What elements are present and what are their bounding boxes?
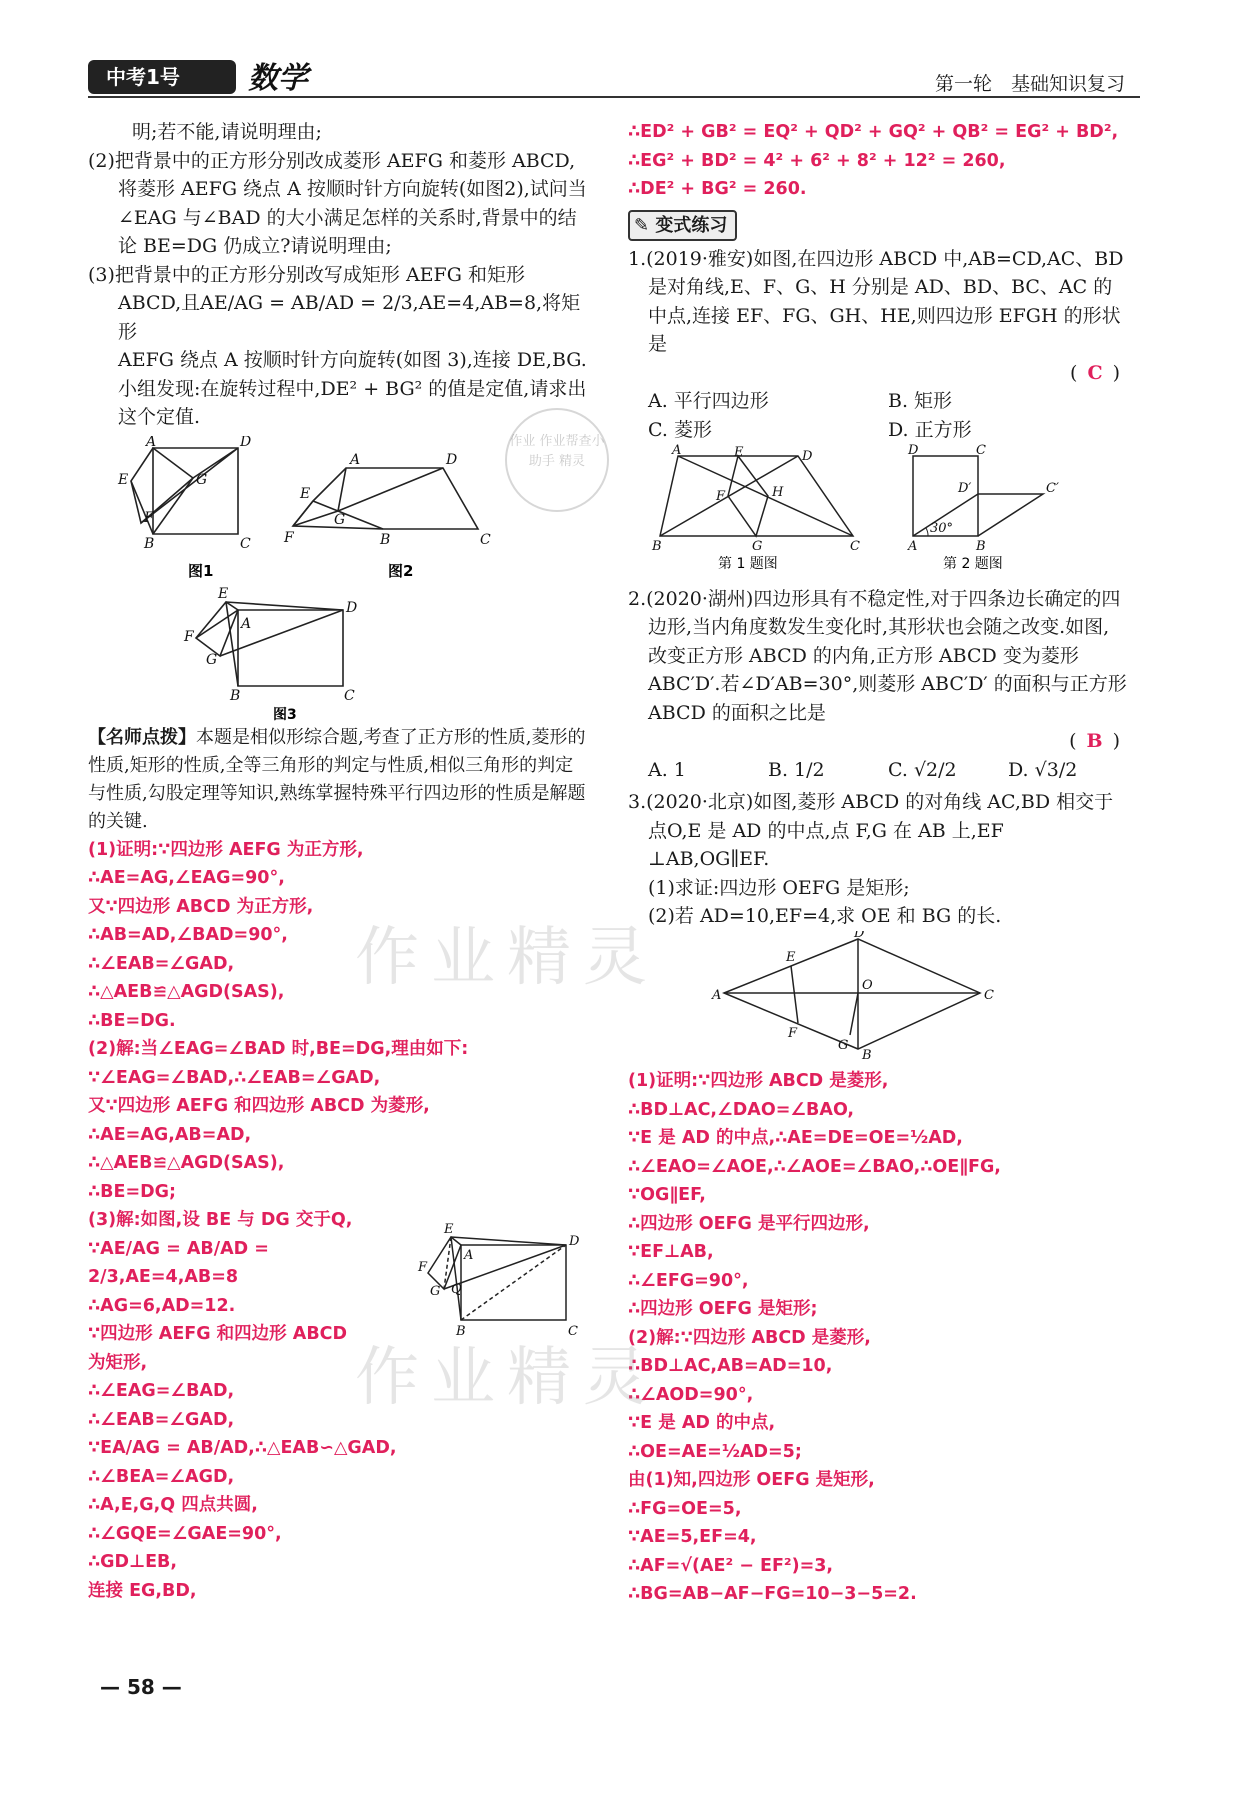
p2fig-label-B: B bbox=[976, 539, 986, 554]
fig3-label-G: G bbox=[206, 651, 218, 668]
p3fig-label-B: B bbox=[862, 1047, 872, 1059]
fig2-label-D: D bbox=[446, 451, 458, 468]
solution-figure bbox=[406, 1215, 586, 1345]
sol-line: 又∵四边形 ABCD 为正方形, bbox=[88, 896, 314, 917]
tip-paragraph bbox=[88, 724, 588, 836]
section-title: 变式练习 bbox=[655, 214, 728, 236]
sol-line: ∴∠AOD=90°, bbox=[628, 1384, 754, 1405]
p2fig-label-D: D bbox=[908, 444, 919, 458]
fig1-label-D: D bbox=[240, 435, 252, 450]
sfig-label-G: G bbox=[430, 1283, 441, 1299]
sol3-line: ∴A,E,G,Q 四点共圆, bbox=[88, 1495, 258, 1515]
right-top-line: ∴ED² + GB² = EQ² + QD² + GQ² + QB² = EG² + BD², bbox=[628, 122, 1119, 142]
p2-option-b: B. 1/2 bbox=[768, 758, 825, 781]
p2-option-c: C. √2/2 bbox=[888, 758, 957, 781]
fig3-label-B: B bbox=[230, 687, 241, 704]
sol-line: ∴BE=DG. bbox=[88, 1010, 176, 1031]
intro-text: 明;若不能,请说明理由; bbox=[132, 121, 322, 143]
p2-answer-row: ( B ) bbox=[1069, 730, 1120, 752]
p2fig-label-C: C bbox=[976, 444, 986, 458]
p1fig-label-E: E bbox=[734, 445, 744, 460]
fig1-caption: 图1 bbox=[188, 561, 214, 580]
sol3-line: 为矩形, bbox=[88, 1352, 148, 1373]
sol-line: ∵AE=5,EF=4, bbox=[628, 1527, 757, 1547]
p1-figure-caption: 第 1 题图 bbox=[718, 556, 778, 572]
sol-line: ∴∠EAO=∠AOE,∴∠AOE=∠BAO,∴OE∥FG, bbox=[628, 1156, 1001, 1177]
fig2-label-B: B bbox=[380, 531, 391, 548]
sfig-label-D: D bbox=[569, 1233, 580, 1249]
fig2-label-G: G bbox=[334, 511, 346, 528]
p2-option-d: D. √3/2 bbox=[1008, 758, 1078, 781]
sol-line: ∵EF⊥AB, bbox=[628, 1242, 714, 1262]
sol3-line: 连接 EG,BD, bbox=[88, 1580, 197, 1601]
sol3-line: ∴∠EAB=∠GAD, bbox=[88, 1409, 235, 1430]
fig3-label-E: E bbox=[218, 585, 229, 602]
p3fig-label-G: G bbox=[838, 1037, 849, 1053]
p2-options bbox=[628, 756, 1128, 785]
sol-line: (3)解:如图,设 BE 与 DG 交于Q, bbox=[88, 1210, 353, 1230]
p2-figure-caption: 第 2 题图 bbox=[943, 556, 1003, 572]
sol-line: ∴AE=AG,∠EAG=90°, bbox=[88, 868, 285, 888]
pencil-icon: ✎ bbox=[634, 214, 650, 236]
right-column bbox=[628, 118, 1128, 1609]
fig1-label-E: E bbox=[118, 471, 129, 488]
sol3-line: ∴∠EAG=∠BAD, bbox=[88, 1381, 235, 1401]
sol-line: (2)解:∵四边形 ABCD 是菱形, bbox=[628, 1327, 871, 1348]
problem-1-2-figures bbox=[628, 444, 1128, 576]
p1-option-b: B. 矩形 bbox=[888, 390, 953, 412]
sol-line: ∵E 是 AD 的中点, bbox=[628, 1413, 776, 1433]
p1-answer-row: ( C ) bbox=[1070, 361, 1120, 384]
p1-option-d: D. 正方形 bbox=[888, 418, 972, 441]
sol-line: ∴AF=√(AE² − EF²)=3, bbox=[628, 1555, 834, 1576]
p1fig-label-H: H bbox=[772, 485, 784, 500]
sol-line: ∴四边形 OEFG 是平行四边形, bbox=[628, 1213, 870, 1234]
sfig-label-E: E bbox=[444, 1221, 454, 1237]
sol-line: ∵OG∥EF, bbox=[628, 1185, 706, 1205]
sol3-line: ∴∠BEA=∠AGD, bbox=[88, 1466, 235, 1487]
watermark: 作业精灵 bbox=[355, 921, 659, 995]
p3fig-label-A: A bbox=[712, 987, 722, 1003]
problem-3-q1: (1)求证:四边形 OEFG 是矩形; bbox=[648, 876, 910, 899]
problem-3-q2: (2)若 AD=10,EF=4,求 OE 和 BG 的长. bbox=[648, 905, 1002, 927]
p3fig-label-D: D bbox=[854, 930, 865, 941]
right-solution bbox=[628, 1067, 1128, 1609]
sfig-label-Q: Q bbox=[451, 1281, 462, 1297]
sol-line: ∴BD⊥AC,AB=AD=10, bbox=[628, 1356, 833, 1376]
fig2-label-E: E bbox=[300, 485, 311, 502]
sol3-line: ∵四边形 AEFG 和四边形 ABCD bbox=[88, 1324, 348, 1344]
sol-line: ∴BD⊥AC,∠DAO=∠BAO, bbox=[628, 1099, 855, 1120]
p2fig-label-angle: 30° bbox=[930, 521, 954, 536]
question-3c: AEFG 绕点 A 按顺时针方向旋转(如图 3),连接 DE,BG.小组发现:在旋转过程中,DE² + BG² 的值是定值,请求出这个定值. bbox=[118, 349, 587, 428]
watermark-stamp: 作业 作业帮查小助手 精灵 bbox=[505, 408, 609, 512]
sol-line: ∵E 是 AD 的中点,∴AE=DE=OE=½AD, bbox=[628, 1128, 963, 1148]
p3fig-label-F: F bbox=[788, 1025, 798, 1041]
fig3-label-F: F bbox=[184, 628, 194, 645]
fig1-label-B: B bbox=[144, 535, 155, 552]
p1-option-c: C. 菱形 bbox=[648, 418, 712, 441]
sol-line: (1)证明:∵四边形 AEFG 为正方形, bbox=[88, 839, 364, 860]
sol-line: (2)解:当∠EAG=∠BAD 时,BE=DG,理由如下: bbox=[88, 1039, 469, 1059]
right-top-line: ∴DE² + BG² = 260. bbox=[628, 179, 807, 199]
problem-2: 2.(2020·湖州)四边形具有不稳定性,对于四条边长确定的四边形,当内角度数发生变化时,其形状也会随之改变.如图,改变正方形 ABCD 的内角,正方形 ABCD 变为菱形 ABC′D′.若∠D′AB=30°,则菱形 ABC′D′ 的面积与正方形 ABCD 的面积之比是 bbox=[628, 587, 1127, 724]
p1fig-label-C: C bbox=[850, 539, 860, 554]
sfig-label-A: A bbox=[464, 1247, 474, 1263]
problem-3-figure bbox=[628, 931, 1128, 1059]
p1-options bbox=[628, 387, 1128, 444]
problem-3: 3.(2020·北京)如图,菱形 ABCD 的对角线 AC,BD 相交于点O,E 是 AD 的中点,点 F,G 在 AB 上,EF ⊥AB,OG∥EF. bbox=[628, 791, 1114, 870]
sol-line: ∴OE=AE=½AD=5; bbox=[628, 1441, 802, 1462]
p3fig-label-O: O bbox=[862, 977, 873, 993]
sol-line: ∴AB=AD,∠BAD=90°, bbox=[88, 925, 288, 945]
fig1-label-C: C bbox=[240, 535, 251, 552]
problem-1: 1.(2019·雅安)如图,在四边形 ABCD 中,AB=CD,AC、BD 是对角线,E、F、G、H 分别是 AD、BD、BC、AC 的中点,连接 EF、FG、GH、HE,则四边形 EFGH 的形状是 bbox=[628, 247, 1124, 355]
p2fig-label-C-prime: C′ bbox=[1046, 481, 1059, 496]
sol-line: 由(1)知,四边形 OEFG 是矩形, bbox=[628, 1470, 875, 1490]
question-3b: ABCD,且AE/AG = AB/AD = 2/3,AE=4,AB=8,将矩形 bbox=[118, 292, 581, 343]
sol-line: ∴∠EFG=90°, bbox=[628, 1270, 749, 1291]
fig1-label-G: G bbox=[196, 471, 208, 488]
left-solution bbox=[88, 836, 588, 1235]
p1fig-label-G: G bbox=[752, 539, 763, 554]
tip-label: 【名师点拨】 bbox=[88, 726, 196, 748]
sol-line: ∴△AEB≌△AGD(SAS), bbox=[88, 982, 285, 1002]
sol3-line: ∵EA/AG = AB/AD,∴△EAB∽△GAD, bbox=[88, 1438, 397, 1458]
fig1-label-F: F bbox=[144, 509, 154, 526]
sol-line: ∴△AEB≌△AGD(SAS), bbox=[88, 1153, 285, 1173]
sol-line: ∴∠EAB=∠GAD, bbox=[88, 953, 235, 974]
fig3-caption: 图3 bbox=[273, 706, 297, 723]
p2fig-label-A: A bbox=[908, 539, 918, 554]
p3fig-label-E: E bbox=[786, 949, 796, 965]
page-header bbox=[0, 0, 1250, 100]
fig2-label-F: F bbox=[284, 529, 294, 546]
sol-line: 又∵四边形 AEFG 和四边形 ABCD 为菱形, bbox=[88, 1096, 430, 1116]
sol-line: ∴BG=AB−AF−FG=10−3−5=2. bbox=[628, 1584, 917, 1604]
fig3-label-A: A bbox=[241, 615, 252, 632]
page-number: — 58 — bbox=[100, 1675, 182, 1699]
subject-logo: 数学 bbox=[248, 61, 308, 96]
question-3a: (3)把背景中的正方形分别改写成矩形 AEFG 和矩形 bbox=[88, 263, 525, 286]
chapter-title: 第一轮 基础知识复习 bbox=[934, 73, 1125, 95]
p3fig-label-C: C bbox=[984, 987, 994, 1003]
p2-option-a: A. 1 bbox=[648, 758, 686, 781]
figure-3 bbox=[88, 586, 588, 724]
watermark: 作业精灵 bbox=[355, 1341, 659, 1415]
sfig-label-B: B bbox=[456, 1323, 466, 1339]
fig2-caption: 图2 bbox=[388, 561, 414, 580]
p1fig-label-D: D bbox=[802, 449, 813, 464]
p2-answer: B bbox=[1086, 730, 1103, 752]
brand-logo: 中考1号 bbox=[88, 60, 236, 94]
right-top-line: ∴EG² + BD² = 4² + 6² + 8² + 12² = 260, bbox=[628, 150, 1006, 171]
p1fig-label-A: A bbox=[672, 444, 682, 458]
sol-line: (1)证明:∵四边形 ABCD 是菱形, bbox=[628, 1071, 889, 1091]
p1fig-label-B: B bbox=[652, 539, 662, 554]
p2fig-label-D-prime: D′ bbox=[958, 481, 972, 496]
sol-line: ∵∠EAG=∠BAD,∴∠EAB=∠GAD, bbox=[88, 1067, 381, 1088]
fig2-label-A: A bbox=[350, 451, 361, 468]
header-rule bbox=[88, 96, 1140, 98]
sol-line: ∴AE=AG,AB=AD, bbox=[88, 1124, 252, 1145]
sol-line: ∴FG=OE=5, bbox=[628, 1498, 742, 1519]
sol3-line: ∴AG=6,AD=12. bbox=[88, 1295, 236, 1316]
sol-line: ∴BE=DG; bbox=[88, 1181, 177, 1202]
sol3-line: ∴GD⊥EB, bbox=[88, 1552, 178, 1572]
fig2-label-C: C bbox=[480, 531, 491, 548]
fig1-label-A: A bbox=[146, 435, 157, 450]
question-2: (2)把背景中的正方形分别改成菱形 AEFG 和菱形 ABCD,将菱形 AEFG 绕点 A 按顺时针方向旋转(如图2),试问当∠EAG 与∠BAD 的大小满足怎样的关系时,背景中的结论 BE=DG 仍成立?请说明理由; bbox=[88, 149, 587, 257]
sfig-label-F: F bbox=[418, 1259, 428, 1275]
p1-option-a: A. 平行四边形 bbox=[648, 390, 769, 412]
fig3-label-C: C bbox=[344, 687, 355, 704]
section-badge bbox=[628, 210, 737, 241]
p1fig-label-F: F bbox=[716, 489, 726, 504]
sfig-label-C: C bbox=[568, 1323, 578, 1339]
fig3-label-D: D bbox=[346, 599, 358, 616]
tip-text: 本题是相似形综合题,考查了正方形的性质,菱形的性质,矩形的性质,全等三角形的判定与性质,相似三角形的判定与性质,勾股定理等知识,熟练掌握特殊平行四边形的性质是解题的关键. bbox=[88, 726, 586, 832]
sol3-line: ∵AE/AG = AB/AD = 2/3,AE=4,AB=8 bbox=[88, 1238, 269, 1287]
sol-line: ∴四边形 OEFG 是矩形; bbox=[628, 1299, 818, 1319]
p1-answer: C bbox=[1087, 361, 1103, 384]
sol3-line: ∴∠GQE=∠GAE=90°, bbox=[88, 1523, 282, 1544]
